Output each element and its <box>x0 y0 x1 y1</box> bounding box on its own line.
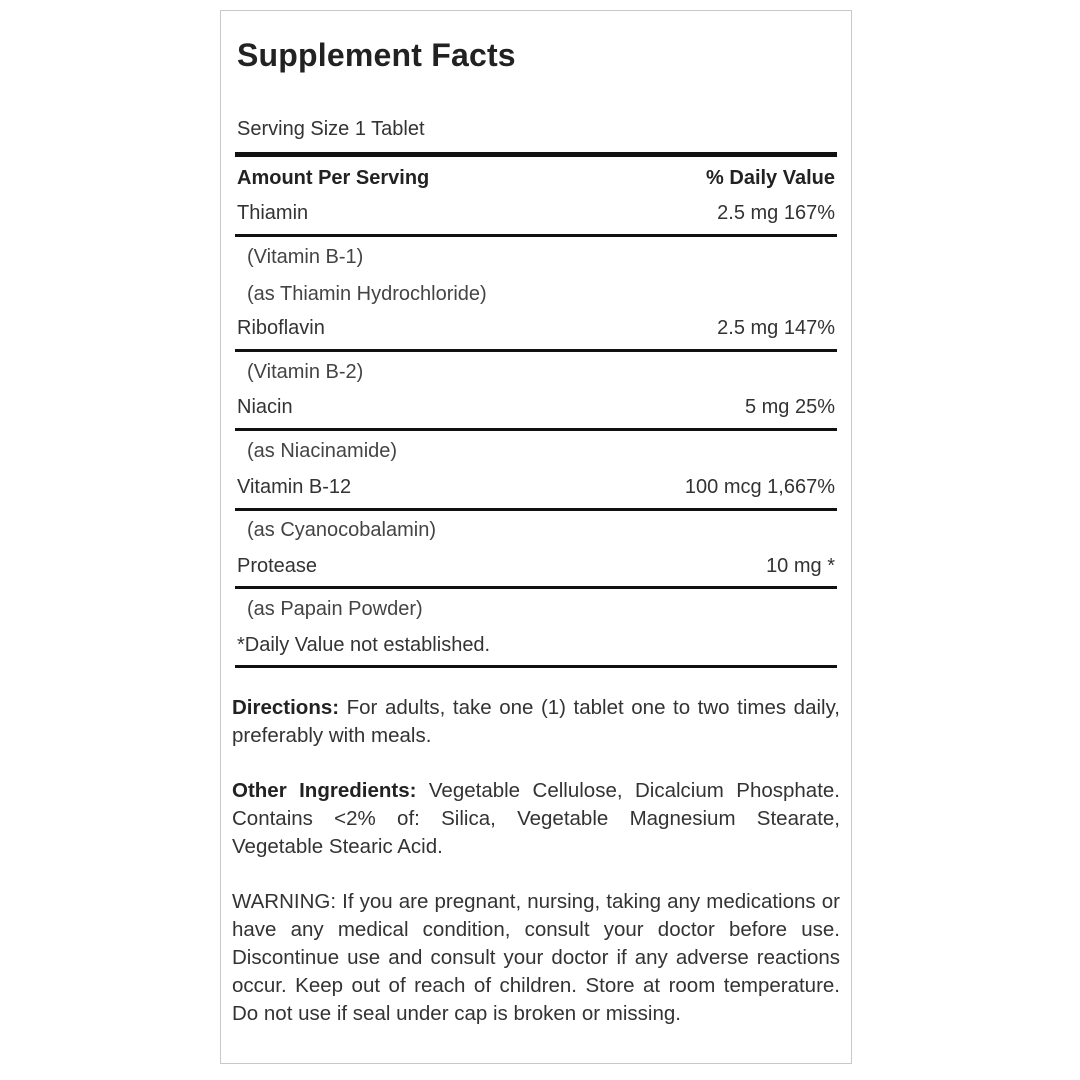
nutrient-row-vitamin-b12 <box>237 472 835 502</box>
page-title: Supplement Facts <box>237 37 516 73</box>
nutrient-row-thiamin <box>237 198 835 228</box>
table-header <box>237 163 835 193</box>
nutrient-name: Thiamin <box>237 202 309 224</box>
nutrient-row-riboflavin <box>237 313 835 343</box>
directions-label: Directions: <box>232 696 340 719</box>
nutrient-subnote: (as Thiamin Hydrochloride) <box>247 283 487 305</box>
other-ingredients-paragraph <box>232 777 840 861</box>
directions-text: For adults, take one (1) tablet one to two times daily, preferably with meals. <box>232 696 840 747</box>
row-divider <box>235 508 837 511</box>
nutrient-subnote: (as Niacinamide) <box>247 440 398 462</box>
nutrient-subnote: (Vitamin B-1) <box>247 246 364 268</box>
serving-size: Serving Size 1 Tablet <box>237 118 425 140</box>
nutrient-row-niacin <box>237 392 835 422</box>
nutrient-subnote: (as Papain Powder) <box>247 598 423 620</box>
row-divider <box>235 586 837 589</box>
other-ingredients-text: Vegetable Cellulose, Dicalcium Phosphate. Contains <2% of: Silica, Vegetable Magnesium Stearate, Vegetable Stearic Acid. <box>232 779 840 858</box>
row-divider <box>235 234 837 237</box>
warning-paragraph: WARNING: If you are pregnant, nursing, taking any medications or have any medical condition, consult your doctor before use. Discontinue use and consult your doctor if any adverse reactions occur. Keep out of reach of children. Store at room temperature. Do not use if seal under cap is broken or missing. <box>232 890 840 1025</box>
row-divider <box>235 349 837 352</box>
nutrient-name: Riboflavin <box>237 317 325 339</box>
nutrient-row-protease <box>237 551 835 581</box>
nutrient-amount: 100 mcg 1,667% <box>684 476 835 498</box>
nutrient-amount: 2.5 mg 167% <box>717 202 835 224</box>
daily-value-label: % Daily Value <box>706 167 835 189</box>
nutrient-subnote: (Vitamin B-2) <box>247 361 364 383</box>
amount-per-serving-label: Amount Per Serving <box>237 167 430 189</box>
bottom-divider <box>235 665 837 668</box>
other-ingredients-label: Other Ingredients: <box>232 779 417 802</box>
nutrient-name: Niacin <box>237 396 293 418</box>
nutrient-subnote: (as Cyanocobalamin) <box>247 519 436 541</box>
nutrient-name: Protease <box>237 555 318 577</box>
nutrient-amount: 10 mg * <box>766 555 835 577</box>
directions-paragraph <box>232 694 840 750</box>
supplement-facts-panel <box>220 10 852 1064</box>
row-divider <box>235 428 837 431</box>
nutrient-amount: 5 mg 25% <box>744 396 835 418</box>
nutrient-amount: 2.5 mg 147% <box>717 317 835 339</box>
daily-value-footnote: *Daily Value not established. <box>237 634 491 656</box>
thick-divider <box>235 152 837 157</box>
nutrient-name: Vitamin B-12 <box>237 476 352 498</box>
